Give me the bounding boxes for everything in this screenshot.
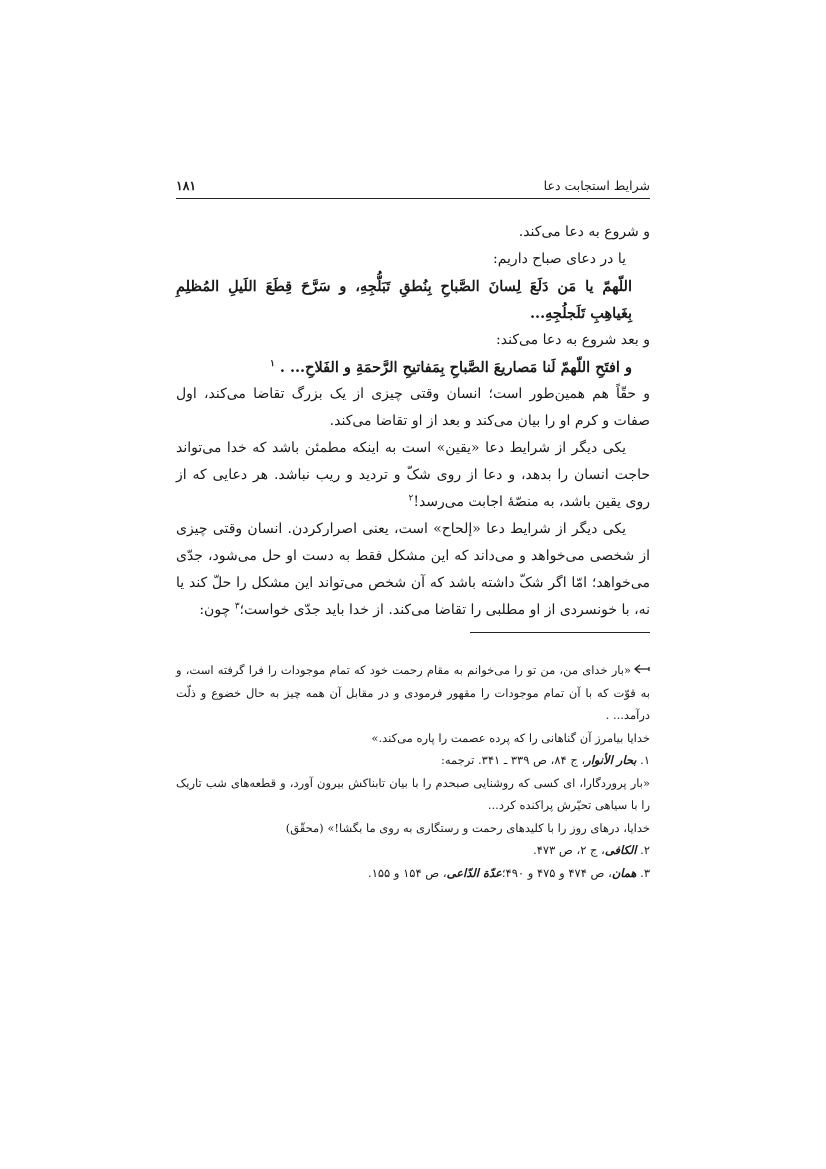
text-line: و بعد شروع به دعا می‌کند:: [496, 332, 650, 348]
source-title: بحار الأنوار: [585, 753, 637, 767]
source-title: عدّة الدّاعی: [446, 865, 502, 880]
footnote-divider: [470, 632, 650, 633]
text-line: یا در دعای صباح داریم:: [493, 251, 626, 267]
main-text: [176, 219, 650, 624]
paragraph-text: یکی دیگر از شرایط دعا «یقین» است به اینکه مطمئن باشد که خدا می‌تواند حاجت انسان را بدهد، و دعا از روی شکّ و تردید و ریب نباشد. هر دعایی که از روی یقین باشد، به منصّهٔ اجابت می‌رسد!: [176, 440, 650, 510]
footnote-text: ، ج ۲، ص ۴۷۳.: [533, 843, 605, 857]
paragraph-text: یکی دیگر از شرایط دعا «إلحاح» است، یعنی اصرارکردن. انسان وقتی چیزی از شخصی می‌خواهد و می‌داند که این مشکل فقط به دست او حل می‌شود، جدّی می‌خواهد؛ امّا اگر شکّ داشته باشد که آن شخص می‌تواند این مشکل را حلّ کند یا نه، با خونسردی از او مطلبی را تقاضا می‌کند. از خدا باید جدّی خواست؛: [176, 521, 650, 618]
arabic-quote: اللّهمّ یا مَن دَلَعَ لِسانَ الصَّباحِ بِنُطقِ تَبَلُّجِهِ، و سَرَّحَ قِطَعَ اللَیلِ المُظلِمِ بِغَیاهِبِ تَلَجلُجِهِ...: [176, 278, 632, 322]
footnote-number: ۱.: [640, 753, 650, 767]
continuation-arrow-icon: [634, 659, 650, 682]
page-header: [176, 170, 650, 199]
footnote-ref: ۳: [234, 601, 240, 612]
footnote-number: ۲.: [640, 843, 650, 857]
footnote-text: ، ص ۴۷۴ و ۴۷۵ و ۴۹۰؛: [501, 865, 612, 880]
paragraph: و حقّاً هم همین‌طور است؛ انسان وقتی چیزی از یک بزرگ تقاضا می‌کند، اول صفات و کرم او را بیان می‌کند و بعد از او تقاضا می‌کند.: [176, 386, 650, 429]
footnotes: [176, 659, 650, 884]
footnote-text: «بار خدای من، من تو را می‌خوانم به مقام رحمت خود که تمام موجودات را فرا گرفته است، و به قوّت که با آن تمام موجودات را مقهور فرمودی و در مقابل آن همه چیز به حال خضوع و ذلّت درآمد... .: [176, 663, 650, 722]
book-page: [176, 170, 650, 884]
footnote-text: ، ج ۸۴، ص ۳۳۹ ـ ۳۴۱. ترجمه:: [441, 753, 586, 767]
footnote-text: ، ص ۱۵۴ و ۱۵۵.: [368, 865, 447, 880]
footnote-text: «بار پروردگارا، ای کسی که روشنایی صبحدم را با بیان تابناکش بیرون آورد، و قطعه‌های شب تاریک را با سیاهی تحیّرش پراکنده کرد...: [176, 775, 650, 812]
page-number: ۱۸۱: [176, 178, 197, 193]
source-title: الکافی: [604, 843, 637, 857]
text-line: و شروع به دعا می‌کند.: [518, 224, 650, 240]
paragraph: [176, 516, 650, 624]
footnote-text: خدایا بیامرز آن گناهانی را که پرده عصمت را پاره می‌کند.»: [371, 730, 650, 745]
paragraph-text: چون:: [199, 602, 231, 618]
arabic-quote-text: و افتَحِ اللّهمّ لَنا مَصاریعَ الصَّباحِ بِمَفاتیحِ الرَّحمَةِ و الفَلاحِ... .: [279, 359, 632, 376]
running-title: شرایط استجابت دعا: [543, 178, 650, 193]
footnote-1: [176, 749, 650, 772]
footnote-2: [176, 839, 650, 862]
footnote-ref: ۲: [408, 493, 414, 504]
footnote-number: ۳.: [640, 865, 650, 880]
footnote-3: [176, 862, 650, 885]
source-title: همان: [611, 865, 637, 880]
footnote-continuation: [176, 659, 650, 727]
footnote-ref: ۱: [269, 359, 275, 370]
arabic-quote: [176, 354, 650, 381]
footnote-text: خدایا، درهای روز را با کلیدهای رحمت و رستگاری به روی ما بگشا!» (محقّق): [285, 820, 650, 835]
paragraph: [176, 435, 650, 516]
